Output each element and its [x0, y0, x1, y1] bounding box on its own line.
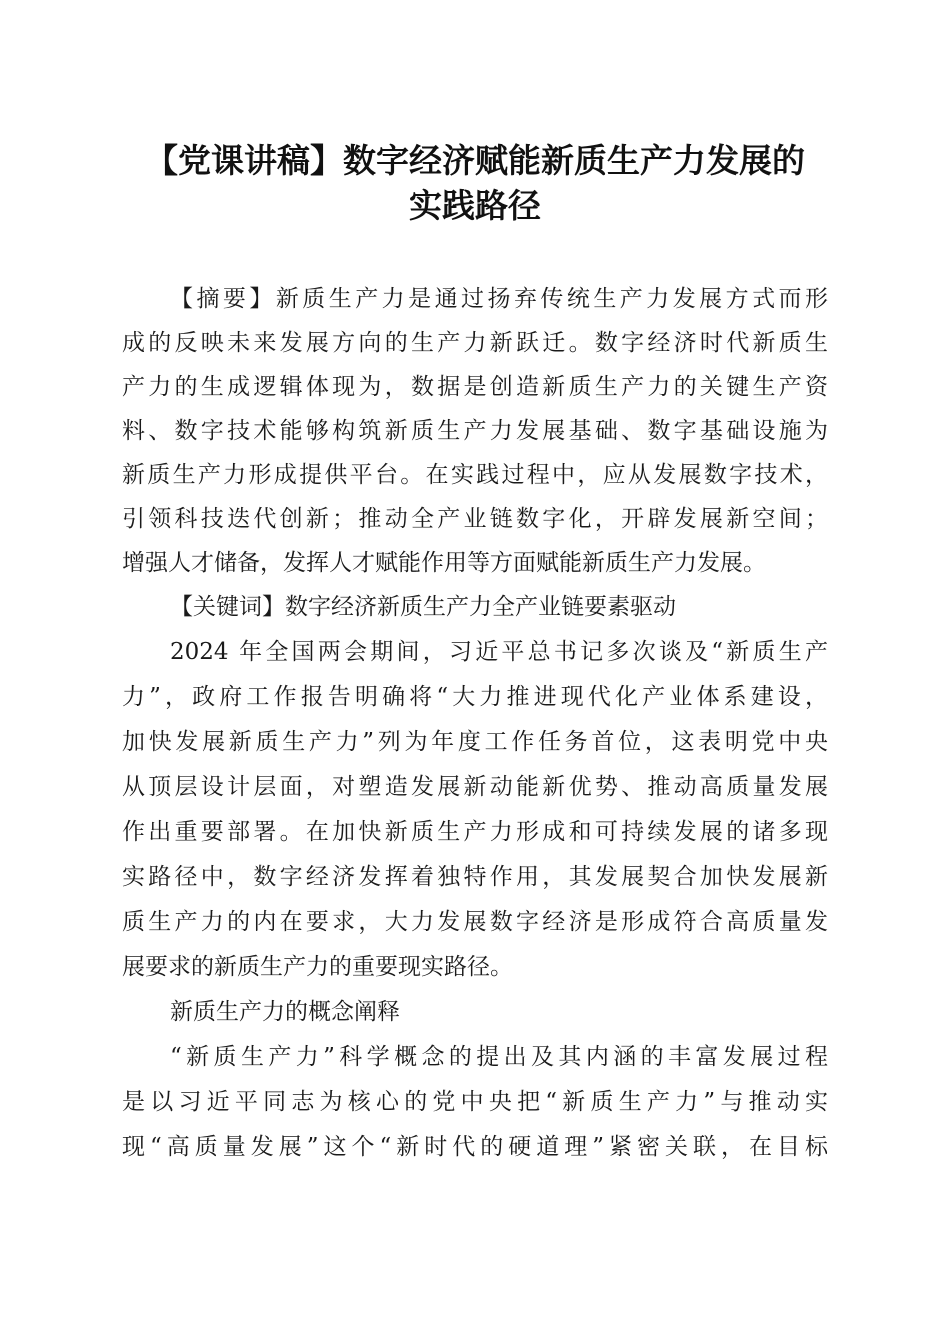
abstract-line: 料、数字技术能够构筑新质生产力发展基础、数字基础设施为 — [122, 418, 828, 444]
body-line: 是以习近平同志为核心的党中央把“新质生产力”与推动实 — [122, 1089, 828, 1115]
body-line: 从顶层设计层面，对塑造发展新动能新优势、推动高质量发展 — [122, 774, 828, 800]
body-line: 质生产力的内在要求，大力发展数字经济是形成符合高质量发 — [122, 909, 828, 935]
body-line: 2024 年全国两会期间，习近平总书记多次谈及“新质生产 — [170, 639, 828, 665]
body-line: 现“高质量发展”这个“新时代的硬道理”紧密关联，在目标 — [122, 1134, 828, 1160]
abstract-line: 【摘要】新质生产力是通过扬弃传统生产力发展方式而形 — [170, 286, 828, 312]
body-line: “新质生产力”科学概念的提出及其内涵的丰富发展过程 — [170, 1044, 828, 1070]
body-line: 力”，政府工作报告明确将“大力推进现代化产业体系建设， — [122, 684, 828, 710]
keywords-line: 【关键词】数字经济新质生产力全产业链要素驱动 — [170, 594, 676, 620]
abstract-line: 引领科技迭代创新；推动全产业链数字化，开辟发展新空间； — [122, 506, 828, 532]
document-title-line-1: 【党课讲稿】数字经济赋能新质生产力发展的 — [145, 141, 805, 180]
body-line: 作出重要部署。在加快新质生产力形成和可持续发展的诸多现 — [122, 819, 828, 845]
document-title-line-2: 实践路径 — [409, 186, 541, 225]
body-line: 实路径中，数字经济发挥着独特作用，其发展契合加快发展新 — [122, 864, 828, 890]
abstract-line: 增强人才储备，发挥人才赋能作用等方面赋能新质生产力发展。 — [122, 550, 766, 576]
abstract-line: 成的反映未来发展方向的生产力新跃迁。数字经济时代新质生 — [122, 330, 828, 356]
section-heading: 新质生产力的概念阐释 — [170, 999, 400, 1025]
body-line: 加快发展新质生产力”列为年度工作任务首位，这表明党中央 — [122, 729, 828, 755]
body-line: 展要求的新质生产力的重要现实路径。 — [122, 954, 513, 980]
abstract-line: 新质生产力形成提供平台。在实践过程中，应从发展数字技术， — [122, 462, 828, 488]
abstract-line: 产力的生成逻辑体现为，数据是创造新质生产力的关键生产资 — [122, 374, 828, 400]
